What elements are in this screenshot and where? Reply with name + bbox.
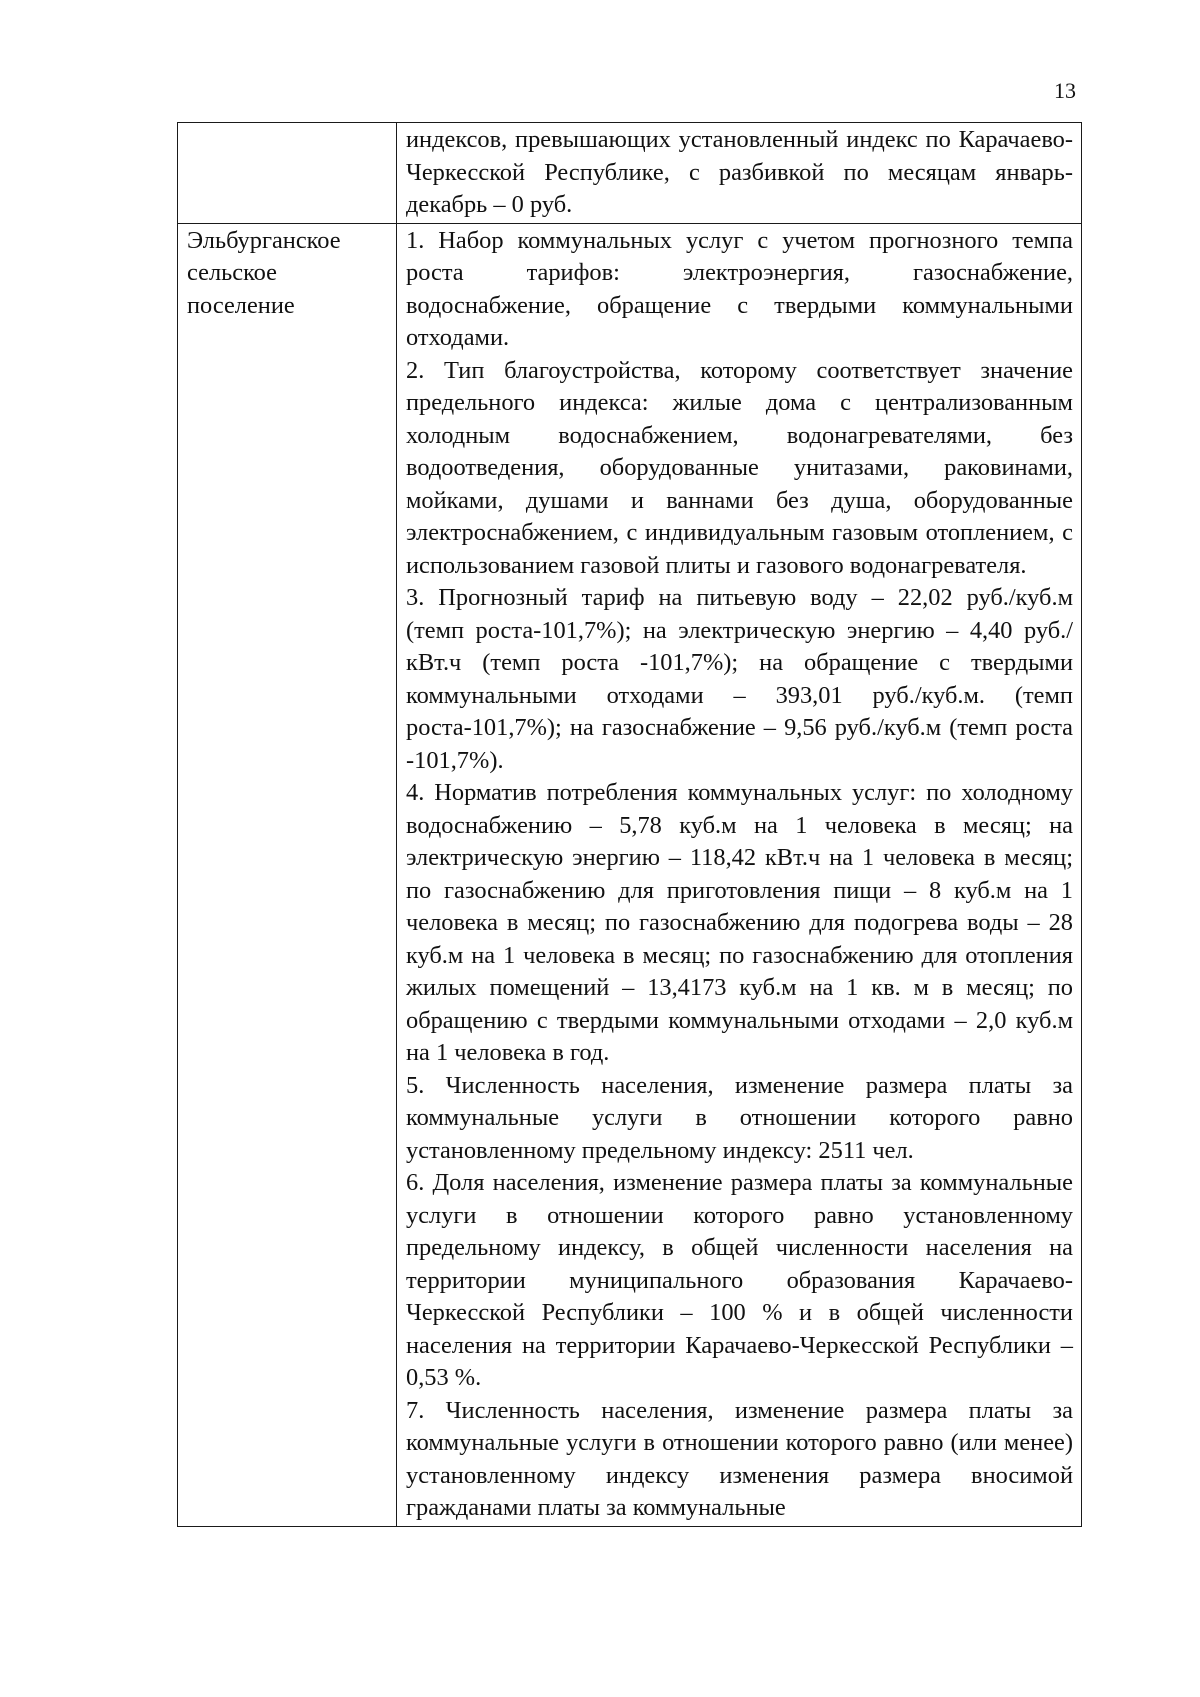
paragraph: 3. Прогнозный тариф на питьевую воду – 22,02 руб./куб.м (темп роста-101,7%); на электрическую энергию – 4,40 руб./кВт.ч (темп роста -101,7%); на обращение с твердыми коммунальными отходами – 393,01 руб./куб.м. (темп роста-101,7%); на газоснабжение – 9,56 руб./куб.м (темп роста -101,7%).	[406, 584, 1073, 774]
table-row	[178, 123, 1082, 224]
paragraph: 1. Набор коммунальных услуг с учетом прогнозного темпа роста тарифов: электроэнергия, газоснабжение, водоснабжение, обращение с твердыми коммунальными отходами.	[406, 226, 1073, 351]
paragraph: 6. Доля населения, изменение размера платы за коммунальные услуги в отношении которого равно установленному предельному индексу, в общей численности населения на территории муниципального образования Карачаево-Черкесской Республики – 100 % и в общей численности населения на территории Карачаево-Черкесской Республики – 0,53 %.	[406, 1169, 1073, 1391]
paragraph: 7. Численность населения, изменение размера платы за коммунальные услуги в отношении которого равно (или менее) установленному индексу изменения размера вносимой гражданами платы за коммунальные	[406, 1396, 1073, 1521]
municipality-cell	[178, 123, 397, 224]
page-number: 13	[1054, 78, 1076, 103]
municipality-cell: Эльбурганское сельское поселение	[178, 223, 397, 1526]
description-cell	[397, 223, 1082, 1526]
table-row	[178, 223, 1082, 1526]
paragraph: 5. Численность населения, изменение размера платы за коммунальные услуги в отношении которого равно установленному предельному индексу: 2511 чел.	[406, 1071, 1073, 1164]
paragraph: 4. Норматив потребления коммунальных услуг: по холодному водоснабжению – 5,78 куб.м на 1 человека в месяц; на электрическую энергию – 118,42 кВт.ч на 1 человека в месяц; по газоснабжению для приготовления пищи – 8 куб.м на 1 человека в месяц; по газоснабжению для подогрева воды – 28 куб.м на 1 человека в месяц; по газоснабжению для отопления жилых помещений – 13,4173 куб.м на 1 кв. м в месяц; по обращению с твердыми коммунальными отходами – 2,0 куб.м на 1 человека в год.	[406, 779, 1073, 1066]
paragraph: 2. Тип благоустройства, которому соответствует значение предельного индекса: жилые дома с централизованным холодным водоснабжением, водонагревателями, без водоотведения, оборудованные унитазами, раковинами, мойками, душами и ваннами без душа, оборудованные электроснабжением, с индивидуальным газовым отоплением, с использованием газовой плиты и газового водонагревателя.	[406, 356, 1073, 579]
description-cell	[397, 123, 1082, 224]
paragraph: индексов, превышающих установленный индекс по Карачаево-Черкесской Республике, с разбивкой по месяцам январь-декабрь – 0 руб.	[406, 126, 1073, 218]
document-table	[177, 122, 1082, 1527]
